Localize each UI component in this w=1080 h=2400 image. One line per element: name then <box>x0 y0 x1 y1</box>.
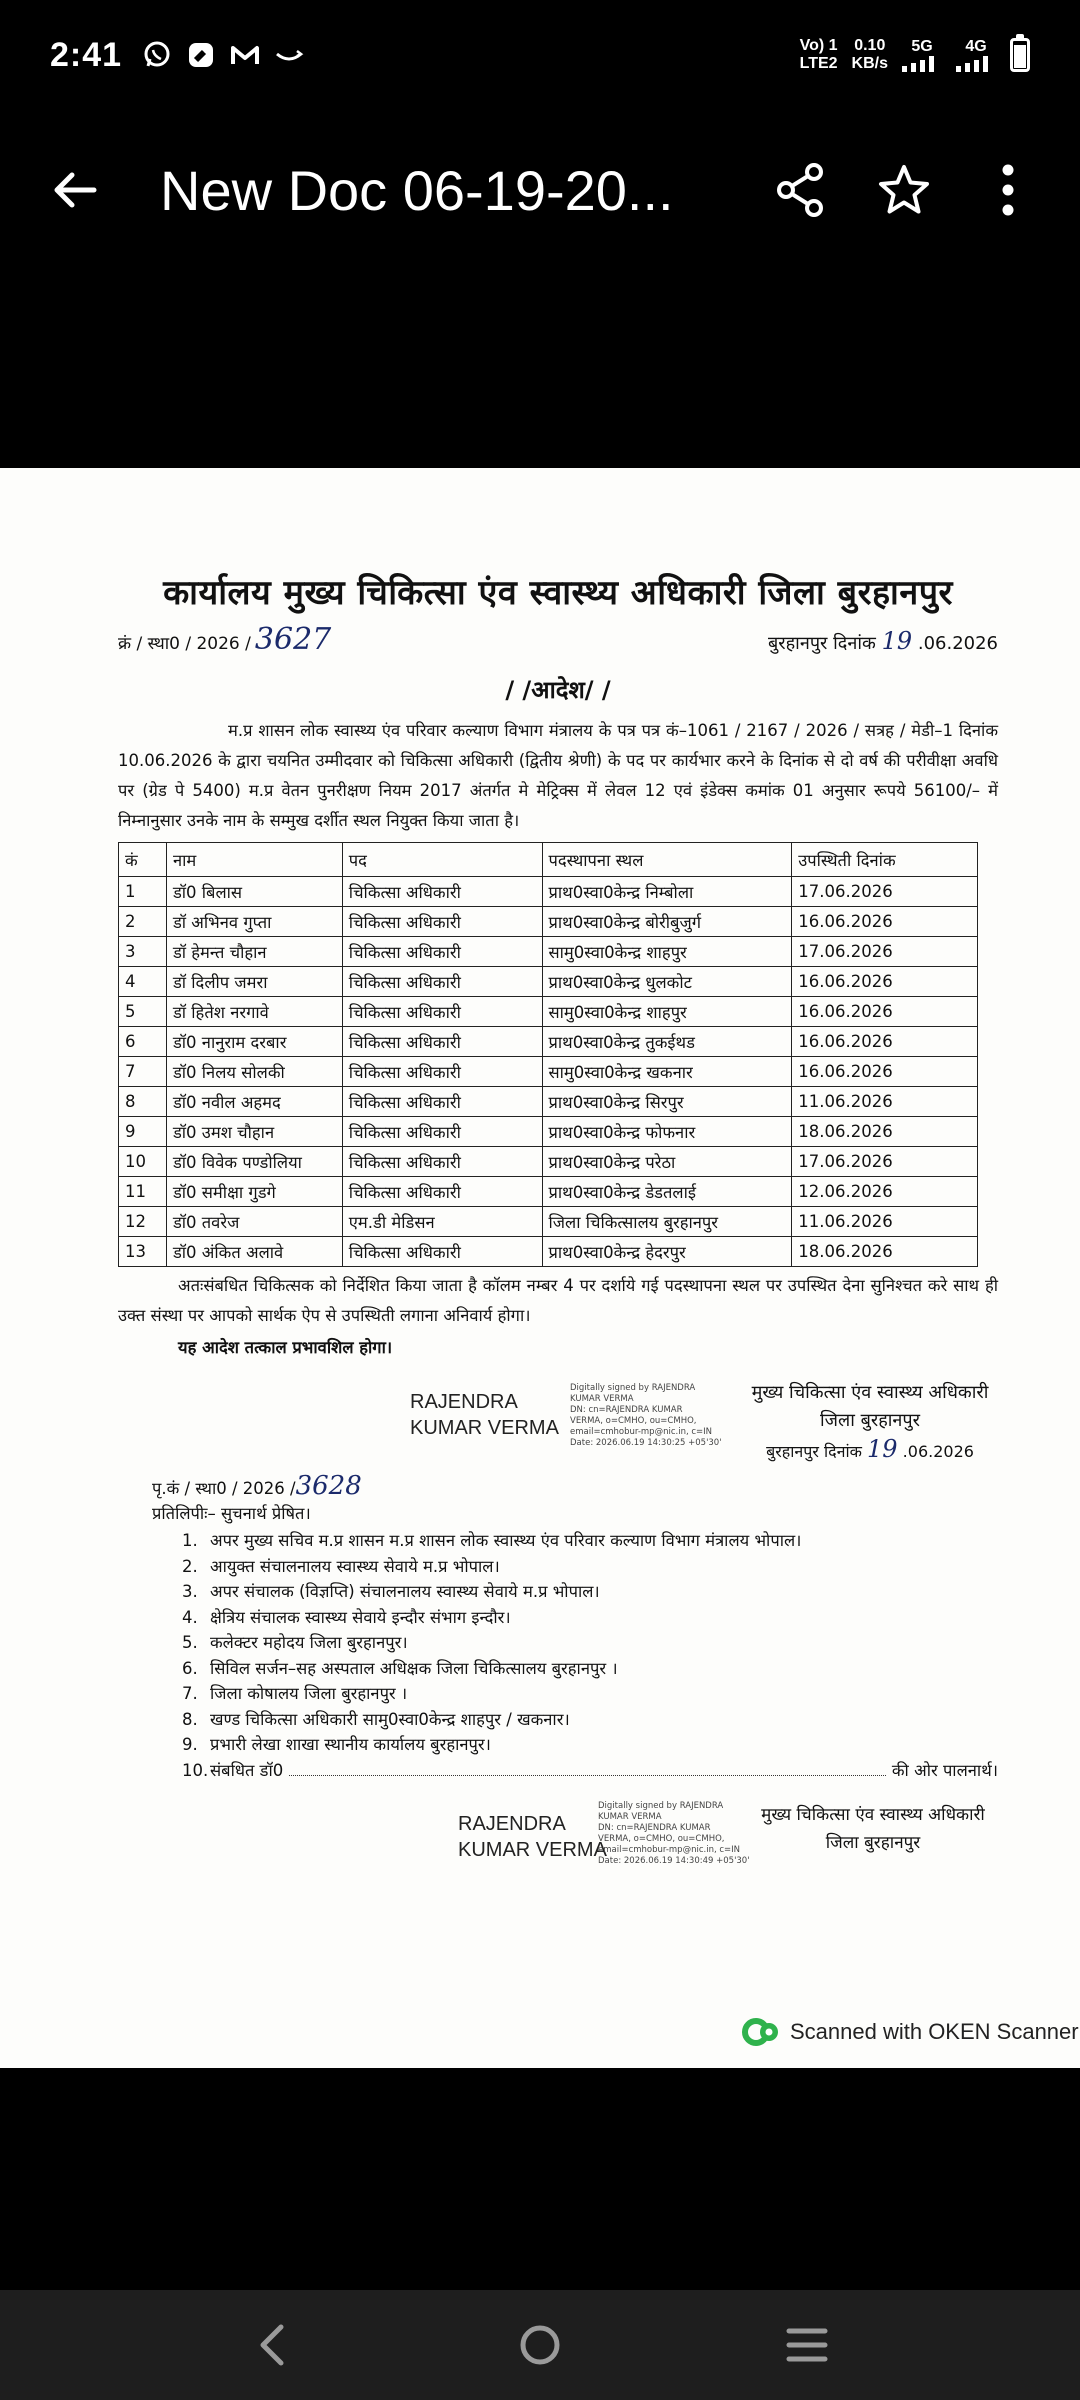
copy-last-prefix: संबधित डॉ0 <box>210 1760 284 1780</box>
signature-block-2 <box>118 1797 998 1893</box>
table-row <box>119 877 978 907</box>
forward-date <box>730 1435 1010 1466</box>
notification-icons <box>140 38 306 72</box>
copy-last-suffix: की ओर पालनार्थ। <box>891 1760 998 1780</box>
officer-title-2 <box>738 1801 1008 1857</box>
oken-logo-icon <box>742 2016 780 2048</box>
cell-name: डॉ हेमन्त चौहान <box>166 937 342 967</box>
copy-list <box>182 1528 998 1758</box>
cell-name: डॉ0 नानुराम दरबार <box>166 1027 342 1057</box>
table-row <box>119 1087 978 1117</box>
forward-reference <box>152 1471 998 1501</box>
header-posting-place: पदस्थापना स्थल <box>542 843 792 877</box>
reference-prefix: क्रं / स्था0 / 2026 / <box>118 634 251 654</box>
cell-serial: 2 <box>119 907 167 937</box>
cell-posting-place: प्राथ0स्वा0केन्द्र बोरीबुजुर्ग <box>542 907 792 937</box>
cell-post: चिकित्सा अधिकारी <box>342 967 542 997</box>
list-item-number: 7. <box>182 1684 198 1703</box>
cell-name: डॉ0 बिलास <box>166 877 342 907</box>
digital-line: email=cmhobur-mp@nic.in, c=IN <box>598 1845 741 1855</box>
list-item-text: क्षेत्रिय संचालक स्वास्थ्य सेवाये इन्दौर संभाग इन्दौर। <box>210 1607 511 1627</box>
nav-home-button[interactable] <box>500 2305 580 2385</box>
list-item-text: सिविल सर्जन–सह अस्पताल अधिक्षक जिला चिकित्सालय बुरहानपुर । <box>210 1658 618 1678</box>
cell-serial: 3 <box>119 937 167 967</box>
copy-list-last-item <box>182 1758 998 1784</box>
order-heading: / /आदेश/ / <box>505 676 611 704</box>
list-item-number: 5. <box>182 1633 198 1652</box>
digital-line: Digitally signed by RAJENDRA <box>570 1383 696 1393</box>
list-item-text: अपर संचालक (विज्ञप्ति) संचालनालय स्वास्थ्य सेवाये म.प्र भोपाल। <box>210 1582 600 1601</box>
favorite-button[interactable] <box>872 158 936 222</box>
cell-name: डॉ0 समीक्षा गुडगे <box>166 1177 342 1207</box>
share-icon <box>774 162 826 218</box>
document-title: New Doc 06-19-20... <box>160 158 674 222</box>
reference-row <box>118 622 998 657</box>
digital-signature-text <box>570 1383 730 1449</box>
speed-value: 0.10 <box>854 37 886 54</box>
cell-posting-place: प्राथ0स्वा0केन्द्र परेठा <box>542 1147 792 1177</box>
more-options-button[interactable] <box>976 158 1040 222</box>
signature-block-1 <box>118 1379 998 1475</box>
digital-line: DN: cn=RAJENDRA KUMAR <box>570 1405 683 1415</box>
digital-line: KUMAR VERMA <box>598 1812 662 1822</box>
table-row <box>119 1177 978 1207</box>
forward-prefix: पृ.कं / स्था0 / 2026 / <box>152 1479 296 1498</box>
officer-title-2-line1: मुख्य चिकित्सा एंव स्वास्थ्य अधिकारी <box>761 1805 985 1825</box>
signal-5g <box>902 38 942 72</box>
cell-name: डॉ0 निलय सोलकी <box>166 1057 342 1087</box>
list-item <box>182 1681 998 1707</box>
table-row <box>119 937 978 967</box>
arrow-left-icon <box>50 165 100 215</box>
scanned-badge <box>742 2016 1079 2048</box>
cell-serial: 8 <box>119 1087 167 1117</box>
cell-post: चिकित्सा अधिकारी <box>342 1147 542 1177</box>
cell-serial: 5 <box>119 997 167 1027</box>
cell-joining-date: 18.06.2026 <box>792 1237 978 1267</box>
signal-4g <box>956 38 996 72</box>
list-item-number: 1. <box>182 1531 198 1550</box>
cell-post: एम.डी मेडिसन <box>342 1207 542 1237</box>
list-item <box>182 1554 998 1580</box>
list-item-text: जिला कोषालय जिला बुरहानपुर । <box>210 1684 408 1703</box>
cell-name: डॉ दिलीप जमरा <box>166 967 342 997</box>
header-joining-date: उपस्थिती दिनांक <box>792 843 978 877</box>
cell-post: चिकित्सा अधिकारी <box>342 877 542 907</box>
list-item <box>182 1707 998 1733</box>
officer-title-line2: जिला बुरहानपुर <box>819 1410 921 1431</box>
list-item-text: खण्ड चिकित्सा अधिकारी सामु0स्वा0केन्द्र शाहपुर / खकनार। <box>210 1709 570 1729</box>
cell-joining-date: 18.06.2026 <box>792 1117 978 1147</box>
cell-post: चिकित्सा अधिकारी <box>342 1177 542 1207</box>
posting-table <box>118 842 978 1267</box>
nav-back-button[interactable] <box>233 2305 313 2385</box>
cell-name: डॉ0 उमश चौहान <box>166 1117 342 1147</box>
cell-joining-date: 11.06.2026 <box>792 1087 978 1117</box>
list-item-number: 9. <box>182 1735 198 1754</box>
table-row <box>119 907 978 937</box>
officer-title-2-line2: जिला बुरहानपुर <box>825 1833 921 1853</box>
table-body <box>119 877 978 1267</box>
office-title: कार्यालय मुख्य चिकित्सा एंव स्वास्थ्य अधिकारी जिला बुरहानपुर <box>163 573 953 613</box>
title-actions <box>768 158 1040 222</box>
cell-posting-place: प्राथ0स्वा0केन्द्र फोफनार <box>542 1117 792 1147</box>
cell-post: चिकित्सा अधिकारी <box>342 907 542 937</box>
whatsapp-icon <box>140 38 174 72</box>
digital-line: VERMA, o=CMHO, ou=CMHO, <box>570 1416 697 1426</box>
cell-post: चिकित्सा अधिकारी <box>342 997 542 1027</box>
table-row <box>119 967 978 997</box>
status-bar <box>0 0 1080 110</box>
share-button[interactable] <box>768 158 832 222</box>
copy-last-num: 10. <box>182 1760 209 1780</box>
list-item-text: प्रभारी लेखा शाखा स्थानीय कार्यालय बुरहानपुर। <box>210 1735 491 1754</box>
blank-line <box>289 1775 886 1776</box>
signal-bars-icon <box>902 56 942 72</box>
signer-name-line1: RAJENDRA <box>410 1391 518 1413</box>
signal-4g-label: 4G <box>965 38 987 55</box>
signer-name <box>410 1389 559 1441</box>
speed-unit: KB/s <box>851 55 888 72</box>
cell-serial: 9 <box>119 1117 167 1147</box>
reference-number <box>118 622 331 657</box>
order-date-label: बुरहानपुर दिनांक <box>767 633 876 654</box>
signer-name-2 <box>458 1811 607 1863</box>
cell-post: चिकित्सा अधिकारी <box>342 1057 542 1087</box>
cell-joining-date: 16.06.2026 <box>792 967 978 997</box>
back-button[interactable] <box>40 155 110 225</box>
star-icon <box>877 163 931 217</box>
cell-post: चिकित्सा अधिकारी <box>342 937 542 967</box>
recents-icon <box>785 2325 829 2365</box>
network-type <box>800 37 838 73</box>
network-top: Vo) 1 <box>799 37 838 54</box>
order-date-day: 19 <box>881 627 913 655</box>
table-row <box>119 1117 978 1147</box>
table-row <box>119 1207 978 1237</box>
back-nav-icon <box>253 2323 293 2367</box>
effect-line: यह आदेश तत्काल प्रभावशिल होगा। <box>178 1338 393 1357</box>
table-row <box>119 997 978 1027</box>
list-item <box>182 1605 998 1631</box>
cell-joining-date: 12.06.2026 <box>792 1177 978 1207</box>
signal-5g-label: 5G <box>911 38 933 55</box>
cell-post: चिकित्सा अधिकारी <box>342 1027 542 1057</box>
cell-joining-date: 16.06.2026 <box>792 1027 978 1057</box>
instruction-paragraph: अतःसंबधित चिकित्सक को निर्देशित किया जाता है कॉलम नम्बर 4 पर दर्शाये गई पदस्थापना स्थल पर उपस्थित देना सुनिश्चत करे साथ ही उक्त संस्था पर आपको सार्थक ऐप से उपस्थिती लगाना अनिवार्य होगा। <box>118 1276 998 1325</box>
digital-line: email=cmhobur-mp@nic.in, c=IN <box>570 1427 713 1437</box>
network-bottom: LTE2 <box>799 55 838 72</box>
list-item <box>182 1528 998 1554</box>
cell-serial: 7 <box>119 1057 167 1087</box>
header-serial: कं <box>119 843 167 877</box>
list-item-text: आयुक्त संचालनालय स्वास्थ्य सेवाये म.प्र भोपाल। <box>210 1556 500 1576</box>
cell-serial: 1 <box>119 877 167 907</box>
document-page[interactable] <box>0 468 1080 2068</box>
digital-line: Date: 2026.06.19 14:30:25 +05'30' <box>570 1438 722 1448</box>
list-item-text: अपर मुख्य सचिव म.प्र शासन म.प्र शासन लोक स्वास्थ्य एंव परिवार कल्याण विभाग मंत्रालय भोपाल। <box>210 1531 802 1550</box>
cell-posting-place: प्राथ0स्वा0केन्द्र धुलकोट <box>542 967 792 997</box>
header-name: नाम <box>166 843 342 877</box>
cell-joining-date: 17.06.2026 <box>792 877 978 907</box>
cell-posting-place: जिला चिकित्सालय बुरहानपुर <box>542 1207 792 1237</box>
cell-name: डॉ0 विवेक पण्डोलिया <box>166 1147 342 1177</box>
cell-serial: 13 <box>119 1237 167 1267</box>
digital-line: Date: 2026.06.19 14:30:49 +05'30' <box>598 1856 750 1866</box>
table-row <box>119 1027 978 1057</box>
amazon-icon <box>272 38 306 72</box>
signer-name-2-line1: RAJENDRA <box>458 1813 566 1835</box>
signer-name-2-line2: KUMAR VERMA <box>458 1839 607 1861</box>
cell-name: डॉ हितेश नरगावे <box>166 997 342 1027</box>
intro-paragraph: म.प्र शासन लोक स्वास्थ्य एंव परिवार कल्याण विभाग मंत्रालय के पत्र पत्र कं–1061 / 2167 / 2026 / सत्रह / मेडी–1 दिनांक 10.06.2026 के द्वारा चयनित उम्मीदवार को चिकित्सा अधिकारी (द्वितीय श्रेणी) के पद पर कार्यभार करने के दिनांक से दो वर्ष की परीवीक्षा अवधि पर (ग्रेड पे 5400) म.प्र वेतन पुनरीक्षण नियम 2017 अंतर्गत मे मेट्रिक्स में लेवल 12 एवं इंडेक्स कमांक 01 अनुसार रूपये 56100/– में निम्नानुसार उनके नाम के सम्मुख दर्शीत स्थल नियुक्त किया जाता है। <box>118 721 998 830</box>
officer-title <box>730 1379 1010 1466</box>
cell-name: डॉ0 अंकित अलावे <box>166 1237 342 1267</box>
list-item-number: 6. <box>182 1658 198 1678</box>
cell-serial: 11 <box>119 1177 167 1207</box>
list-item-text: कलेक्टर महोदय जिला बुरहानपुर। <box>210 1633 408 1652</box>
cell-post: चिकित्सा अधिकारी <box>342 1117 542 1147</box>
cell-name: डॉ0 तवरेज <box>166 1207 342 1237</box>
battery-level <box>1014 45 1026 68</box>
cell-joining-date: 16.06.2026 <box>792 997 978 1027</box>
list-item <box>182 1630 998 1656</box>
nav-recents-button[interactable] <box>767 2305 847 2385</box>
network-speed <box>852 37 888 73</box>
list-item <box>182 1656 998 1682</box>
order-date-rest: .06.2026 <box>917 633 998 654</box>
digital-line: VERMA, o=CMHO, ou=CMHO, <box>598 1834 725 1844</box>
cell-serial: 12 <box>119 1207 167 1237</box>
list-item-number: 2. <box>182 1556 198 1576</box>
forward-date-label: बुरहानपुर दिनांक <box>766 1442 862 1461</box>
cell-joining-date: 17.06.2026 <box>792 937 978 967</box>
cell-post: चिकित्सा अधिकारी <box>342 1087 542 1117</box>
cell-posting-place: सामु0स्वा0केन्द्र खकनार <box>542 1057 792 1087</box>
reference-handwritten-number: 3627 <box>254 622 332 657</box>
cell-posting-place: प्राथ0स्वा0केन्द्र हेदरपुर <box>542 1237 792 1267</box>
navigation-bar <box>0 2290 1080 2400</box>
document-content <box>118 568 998 1893</box>
signal-bars-2-icon <box>956 56 996 72</box>
forward-handwritten-number: 3628 <box>295 1471 362 1501</box>
title-bar <box>0 130 1080 250</box>
gmail-icon <box>228 38 262 72</box>
list-item <box>182 1579 998 1605</box>
cell-posting-place: प्राथ0स्वा0केन्द्र तुकईथड <box>542 1027 792 1057</box>
table-header-row <box>119 843 978 877</box>
app-icon <box>184 38 218 72</box>
cell-name: डॉ अभिनव गुप्ता <box>166 907 342 937</box>
cell-serial: 6 <box>119 1027 167 1057</box>
status-right <box>800 37 1030 73</box>
forward-date-day: 19 <box>867 1435 898 1463</box>
list-item-number: 4. <box>182 1607 198 1627</box>
cell-joining-date: 16.06.2026 <box>792 907 978 937</box>
table-row <box>119 1237 978 1267</box>
order-date <box>768 627 998 655</box>
list-item-number: 3. <box>182 1582 198 1601</box>
cell-name: डॉ0 नवील अहमद <box>166 1087 342 1117</box>
cell-posting-place: सामु0स्वा0केन्द्र शाहपुर <box>542 937 792 967</box>
battery-icon <box>1010 38 1030 72</box>
status-time: 2:41 <box>50 35 123 74</box>
digital-line: Digitally signed by RAJENDRA <box>598 1801 724 1811</box>
cell-joining-date: 17.06.2026 <box>792 1147 978 1177</box>
copy-label: प्रतिलिपीः– सुचनार्थ प्रेषित। <box>152 1504 311 1523</box>
cell-serial: 4 <box>119 967 167 997</box>
cell-joining-date: 16.06.2026 <box>792 1057 978 1087</box>
officer-title-line1: मुख्य चिकित्सा एंव स्वास्थ्य अधिकारी <box>751 1382 989 1403</box>
header-post: पद <box>342 843 542 877</box>
forward-date-rest: .06.2026 <box>902 1442 974 1461</box>
table-row <box>119 1147 978 1177</box>
cell-post: चिकित्सा अधिकारी <box>342 1237 542 1267</box>
cell-posting-place: प्राथ0स्वा0केन्द्र डेडतलाई <box>542 1177 792 1207</box>
signer-name-line2: KUMAR VERMA <box>410 1417 559 1439</box>
digital-line: KUMAR VERMA <box>570 1394 634 1404</box>
digital-line: DN: cn=RAJENDRA KUMAR <box>598 1823 711 1833</box>
table-row <box>119 1057 978 1087</box>
digital-signature-text-2 <box>598 1801 758 1867</box>
scanned-badge-text: Scanned with OKEN Scanner <box>790 2019 1079 2044</box>
cell-posting-place: प्राथ0स्वा0केन्द्र सिरपुर <box>542 1087 792 1117</box>
more-vert-icon <box>1000 164 1016 216</box>
cell-posting-place: सामु0स्वा0केन्द्र शाहपुर <box>542 997 792 1027</box>
cell-joining-date: 11.06.2026 <box>792 1207 978 1237</box>
list-item <box>182 1732 998 1758</box>
list-item-number: 8. <box>182 1709 198 1729</box>
cell-serial: 10 <box>119 1147 167 1177</box>
home-icon <box>517 2322 563 2368</box>
cell-posting-place: प्राथ0स्वा0केन्द्र निम्बोला <box>542 877 792 907</box>
